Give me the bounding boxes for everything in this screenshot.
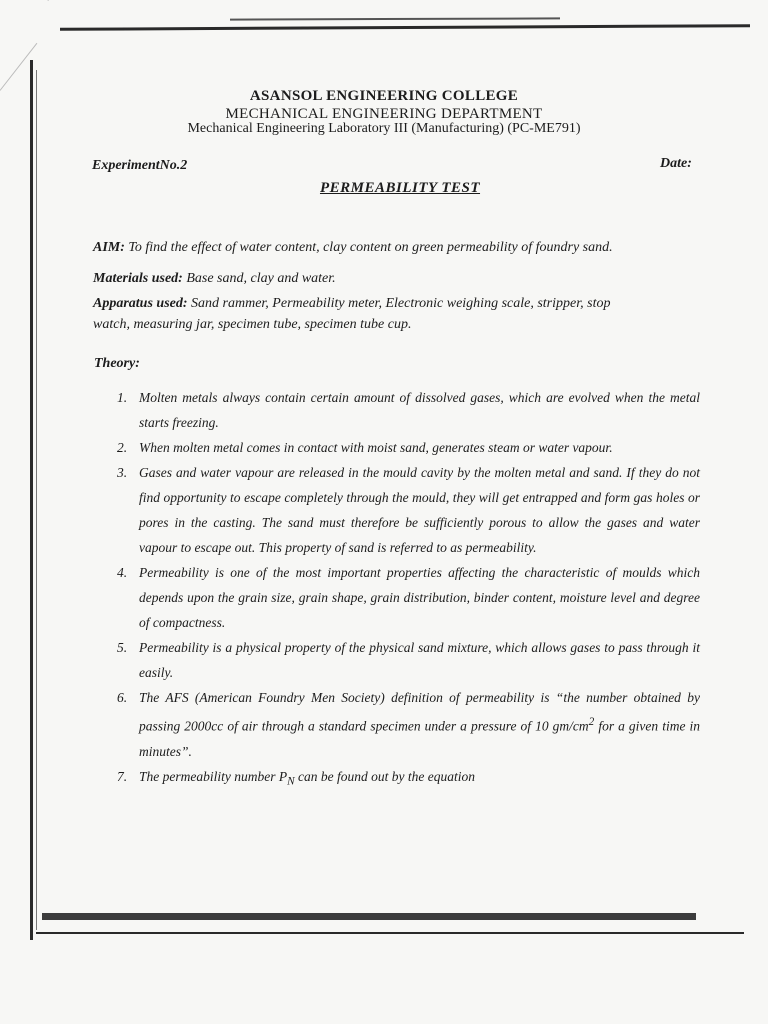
page-border-left-inner	[36, 70, 37, 930]
experiment-number: ExperimentNo.2	[92, 158, 188, 173]
document-title: PERMEABILITY TEST	[319, 180, 481, 196]
aim-text: To find the effect of water content, clay content on green permeability of foundry sand.	[128, 240, 613, 255]
materials-line	[93, 271, 336, 287]
apparatus-line-2	[93, 317, 411, 333]
department-name: MECHANICAL ENGINEERING DEPARTMENT	[225, 106, 543, 122]
aim-line	[93, 240, 613, 256]
theory-item-text: Permeability is one of the most important properties affecting the characteristic of moulds which depends upon the grain size, grain shape, grain distribution, binder content, moisture level and degree of compactness.	[139, 565, 700, 630]
materials-label: Materials used:	[93, 271, 183, 286]
page-corner-fold	[48, 0, 63, 1]
apparatus-text-1: Sand rammer, Permeability meter, Electronic weighing scale, stripper, stop	[191, 296, 611, 311]
theory-list	[112, 385, 700, 794]
theory-item-number: 3.	[117, 465, 128, 480]
theory-item-number: 2.	[117, 440, 128, 455]
theory-item-text: Permeability is a physical property of the physical sand mixture, which allows gases to pass through it easily.	[139, 640, 700, 680]
bottom-rule-thin	[36, 932, 744, 934]
apparatus-label: Apparatus used:	[93, 296, 188, 311]
theory-item	[112, 560, 700, 635]
subscript: N	[287, 775, 295, 788]
theory-item-text: Gases and water vapour are released in the mould cavity by the molten metal and sand. If they do not find opportunity to escape completely through the mould, they will get entrapped and form gas holes or pores in the casting. The sand must therefore be sufficiently porous to allow the gases and water vapour to escape out. This property of sand is referred to as permeability.	[139, 465, 700, 555]
theory-item-number: 6.	[117, 690, 128, 705]
theory-item-text: Molten metals always contain certain amount of dissolved gases, which are evolved when the metal starts freezing.	[139, 390, 700, 430]
theory-item-text-after: can be found out by the equation	[294, 768, 475, 784]
theory-item	[112, 460, 700, 560]
theory-item-text-after: for a given time in minutes”.	[139, 718, 700, 759]
theory-item-number: 1.	[117, 390, 128, 405]
aim-label: AIM:	[93, 240, 125, 255]
theory-item	[112, 435, 700, 460]
bottom-rule-thick	[42, 913, 696, 920]
apparatus-line	[93, 296, 610, 312]
paper-edge-top	[60, 24, 750, 31]
college-name: ASANSOL ENGINEERING COLLEGE	[249, 88, 519, 104]
superscript: 2	[588, 716, 595, 728]
theory-item-number: 5.	[117, 640, 128, 655]
apparatus-text-2: watch, measuring jar, specimen tube, specimen tube cup.	[93, 317, 412, 332]
theory-item-text: When molten metal comes in contact with moist sand, generates steam or water vapour.	[139, 440, 613, 455]
theory-heading: Theory:	[94, 356, 140, 371]
theory-item	[112, 635, 700, 685]
course-name: Mechanical Engineering Laboratory III (Manufacturing) (PC-ME791)	[187, 121, 581, 136]
materials-text: Base sand, clay and water.	[186, 271, 336, 286]
theory-item-text: The AFS (American Foundry Men Society) definition of permeability is “the number obtained by passing 2000cc of air through a standard specimen under a pressure of 10 gm/cm	[139, 690, 700, 734]
theory-item	[112, 764, 700, 795]
paper-edge-top-back	[230, 17, 560, 20]
theory-item-text: The permeability number P	[139, 768, 288, 784]
theory-item	[112, 685, 700, 764]
theory-item-number: 7.	[117, 768, 128, 784]
theory-item-number: 4.	[117, 565, 128, 580]
date-label: Date:	[660, 156, 692, 171]
theory-item	[112, 385, 700, 435]
